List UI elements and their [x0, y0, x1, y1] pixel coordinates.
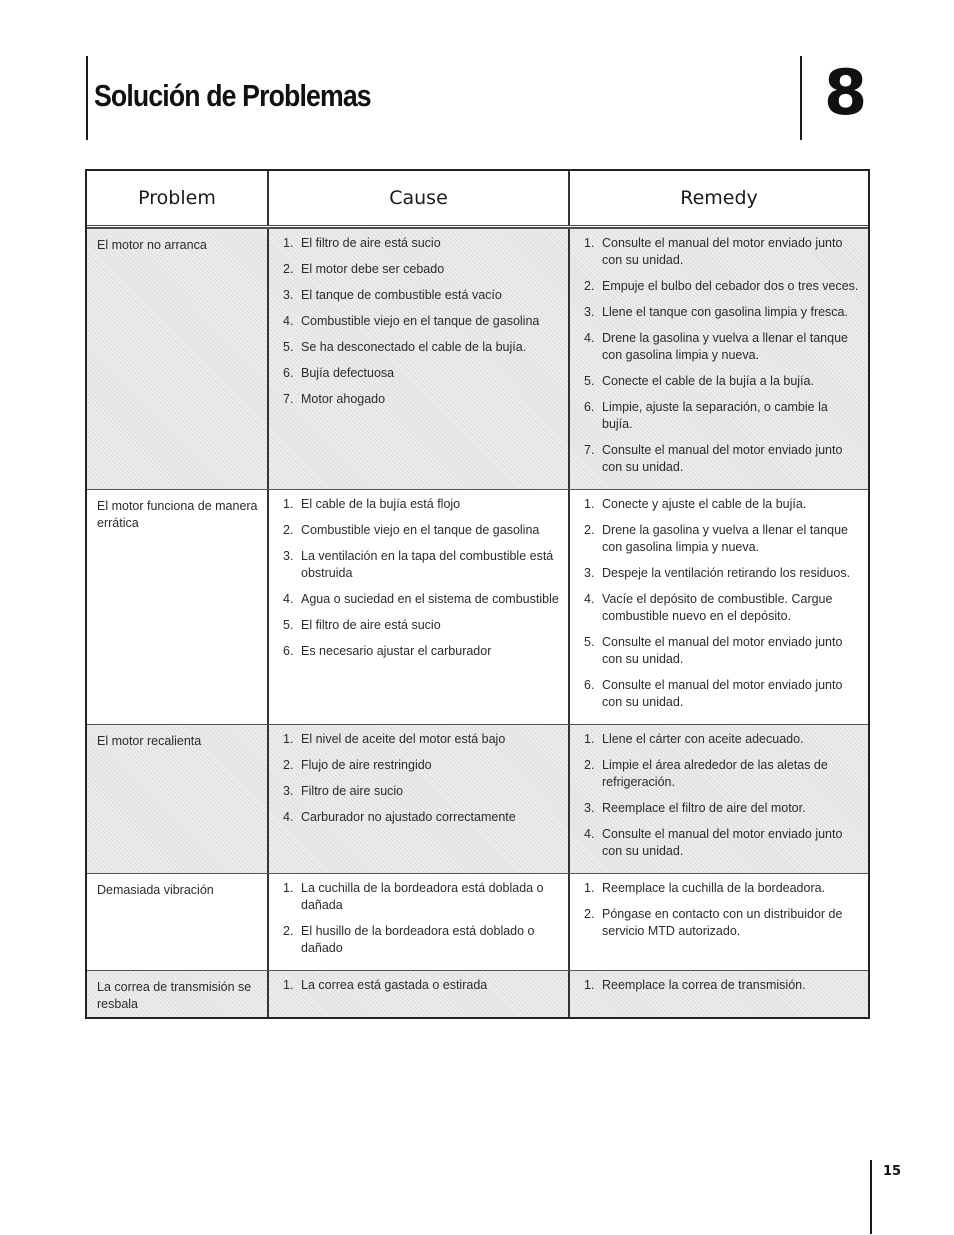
item-number: 6. [584, 400, 595, 414]
cause-text: La ventilación en la tapa del combustible está obstruida [301, 549, 554, 580]
cause-text: Filtro de aire sucio [301, 784, 404, 798]
remedy-item [584, 880, 860, 897]
item-number: 6. [584, 678, 595, 692]
item-number: 1. [283, 978, 294, 992]
cause-text: Flujo de aire restringido [301, 758, 432, 772]
remedy-text: Llene el cárter con aceite adecuado. [602, 732, 804, 746]
cause-item [283, 339, 560, 356]
cause-item [283, 522, 560, 539]
remedy-text: Reemplace el filtro de aire del motor. [602, 801, 806, 815]
remedy-item [584, 826, 860, 860]
remedy-text: Drene la gasolina y vuelva a llenar el tanque con gasolina limpia y nueva. [602, 523, 848, 554]
cause-text: Combustible viejo en el tanque de gasolina [301, 314, 540, 328]
chapter-left-rule [800, 56, 802, 140]
table-row [87, 873, 868, 970]
table-header-row [87, 171, 868, 228]
problem-cell: El motor recalienta [87, 725, 269, 873]
item-number: 1. [584, 497, 595, 511]
item-number: 1. [584, 236, 595, 250]
item-number: 1. [584, 978, 595, 992]
cause-item [283, 313, 560, 330]
problem-cell: Demasiada vibración [87, 874, 269, 970]
remedy-item [584, 906, 860, 940]
remedy-text: Despeje la ventilación retirando los residuos. [602, 566, 851, 580]
cause-item [283, 261, 560, 278]
item-number: 2. [283, 523, 294, 537]
remedy-text: Consulte el manual del motor enviado junto con su unidad. [602, 678, 843, 709]
remedy-text: Reemplace la cuchilla de la bordeadora. [602, 881, 826, 895]
item-number: 5. [283, 340, 294, 354]
remedy-cell [570, 725, 868, 873]
cause-cell [269, 725, 570, 873]
table-row [87, 228, 868, 489]
page-number: 15 [883, 1164, 902, 1179]
page-title: Solución de Problemas [94, 78, 371, 113]
item-number: 4. [283, 314, 294, 328]
remedy-text: Empuje el bulbo del cebador dos o tres veces. [602, 279, 859, 293]
item-number: 3. [283, 549, 294, 563]
table-row [87, 970, 868, 1017]
remedy-item [584, 373, 860, 390]
remedy-item [584, 977, 860, 994]
item-number: 2. [584, 758, 595, 772]
item-number: 5. [283, 618, 294, 632]
item-number: 4. [584, 331, 595, 345]
item-number: 6. [283, 366, 294, 380]
header-cause: Cause [269, 171, 570, 225]
cause-item [283, 977, 560, 994]
item-number: 3. [584, 566, 595, 580]
cause-cell [269, 971, 570, 1017]
remedy-cell [570, 490, 868, 724]
cause-item [283, 235, 560, 252]
cause-text: El motor debe ser cebado [301, 262, 445, 276]
item-number: 2. [584, 279, 595, 293]
remedy-text: Consulte el manual del motor enviado junto con su unidad. [602, 635, 843, 666]
cause-text: Se ha desconectado el cable de la bujía. [301, 340, 527, 354]
item-number: 1. [283, 497, 294, 511]
item-number: 1. [584, 881, 595, 895]
remedy-text: Llene el tanque con gasolina limpia y fresca. [602, 305, 848, 319]
troubleshooting-table [85, 169, 870, 1019]
item-number: 1. [584, 732, 595, 746]
item-number: 1. [283, 236, 294, 250]
cause-item [283, 365, 560, 382]
cause-text: El husillo de la bordeadora está doblado o dañado [301, 924, 535, 955]
remedy-text: Limpie, ajuste la separación, o cambie la bujía. [602, 400, 828, 431]
cause-item [283, 757, 560, 774]
remedy-item [584, 731, 860, 748]
item-number: 4. [283, 810, 294, 824]
item-number: 1. [283, 881, 294, 895]
remedy-item [584, 522, 860, 556]
cause-text: Carburador no ajustado correctamente [301, 810, 516, 824]
item-number: 2. [283, 924, 294, 938]
item-number: 6. [283, 644, 294, 658]
item-number: 5. [584, 635, 595, 649]
cause-text: Es necesario ajustar el carburador [301, 644, 492, 658]
problem-cell: El motor no arranca [87, 229, 269, 489]
cause-text: El tanque de combustible está vacío [301, 288, 502, 302]
cause-text: Combustible viejo en el tanque de gasolina [301, 523, 540, 537]
remedy-cell [570, 874, 868, 970]
cause-text: Agua o suciedad en el sistema de combustible [301, 592, 559, 606]
table-body [87, 228, 868, 1017]
cause-item [283, 731, 560, 748]
cause-item [283, 643, 560, 660]
cause-text: El nivel de aceite del motor está bajo [301, 732, 506, 746]
remedy-item [584, 442, 860, 476]
item-number: 2. [584, 907, 595, 921]
remedy-item [584, 634, 860, 668]
cause-item [283, 783, 560, 800]
cause-item [283, 591, 560, 608]
table-row [87, 489, 868, 724]
item-number: 3. [584, 801, 595, 815]
cause-item [283, 617, 560, 634]
item-number: 3. [283, 784, 294, 798]
cause-item [283, 391, 560, 408]
remedy-cell [570, 971, 868, 1017]
cause-text: El filtro de aire está sucio [301, 618, 441, 632]
header-problem: Problem [87, 171, 269, 225]
cause-item [283, 923, 560, 957]
item-number: 1. [283, 732, 294, 746]
problem-cell: La correa de transmisión se resbala [87, 971, 269, 1017]
cause-text: La cuchilla de la bordeadora está doblada o dañada [301, 881, 544, 912]
item-number: 3. [283, 288, 294, 302]
cause-text: El filtro de aire está sucio [301, 236, 441, 250]
item-number: 2. [584, 523, 595, 537]
item-number: 2. [283, 262, 294, 276]
table-row [87, 724, 868, 873]
item-number: 4. [283, 592, 294, 606]
remedy-item [584, 800, 860, 817]
remedy-text: Conecte el cable de la bujía a la bujía. [602, 374, 814, 388]
remedy-item [584, 591, 860, 625]
remedy-item [584, 304, 860, 321]
remedy-item [584, 399, 860, 433]
cause-cell [269, 229, 570, 489]
cause-item [283, 880, 560, 914]
remedy-item [584, 496, 860, 513]
item-number: 4. [584, 592, 595, 606]
item-number: 4. [584, 827, 595, 841]
problem-cell: El motor funciona de manera errática [87, 490, 269, 724]
cause-cell [269, 874, 570, 970]
title-left-rule [86, 56, 88, 140]
remedy-item [584, 235, 860, 269]
remedy-item [584, 565, 860, 582]
cause-item [283, 496, 560, 513]
remedy-item [584, 757, 860, 791]
remedy-text: Vacíe el depósito de combustible. Cargue combustible nuevo en el depósito. [602, 592, 833, 623]
remedy-text: Consulte el manual del motor enviado junto con su unidad. [602, 236, 843, 267]
chapter-number: 8 [824, 56, 868, 129]
cause-item [283, 548, 560, 582]
remedy-text: Drene la gasolina y vuelva a llenar el tanque con gasolina limpia y nueva. [602, 331, 848, 362]
cause-item [283, 287, 560, 304]
cause-text: Bujía defectuosa [301, 366, 395, 380]
remedy-text: Póngase en contacto con un distribuidor de servicio MTD autorizado. [602, 907, 843, 938]
item-number: 3. [584, 305, 595, 319]
remedy-text: Consulte el manual del motor enviado junto con su unidad. [602, 827, 843, 858]
item-number: 2. [283, 758, 294, 772]
cause-cell [269, 490, 570, 724]
remedy-cell [570, 229, 868, 489]
remedy-item [584, 677, 860, 711]
remedy-text: Limpie el área alrededor de las aletas de refrigeración. [602, 758, 828, 789]
remedy-text: Consulte el manual del motor enviado junto con su unidad. [602, 443, 843, 474]
item-number: 5. [584, 374, 595, 388]
page-number-rule [870, 1160, 872, 1234]
cause-item [283, 809, 560, 826]
item-number: 7. [584, 443, 595, 457]
cause-text: El cable de la bujía está flojo [301, 497, 461, 511]
header-remedy: Remedy [680, 187, 758, 209]
item-number: 7. [283, 392, 294, 406]
remedy-item [584, 278, 860, 295]
remedy-text: Conecte y ajuste el cable de la bujía. [602, 497, 807, 511]
remedy-text: Reemplace la correa de transmisión. [602, 978, 806, 992]
remedy-item [584, 330, 860, 364]
cause-text: La correa está gastada o estirada [301, 978, 488, 992]
cause-text: Motor ahogado [301, 392, 386, 406]
